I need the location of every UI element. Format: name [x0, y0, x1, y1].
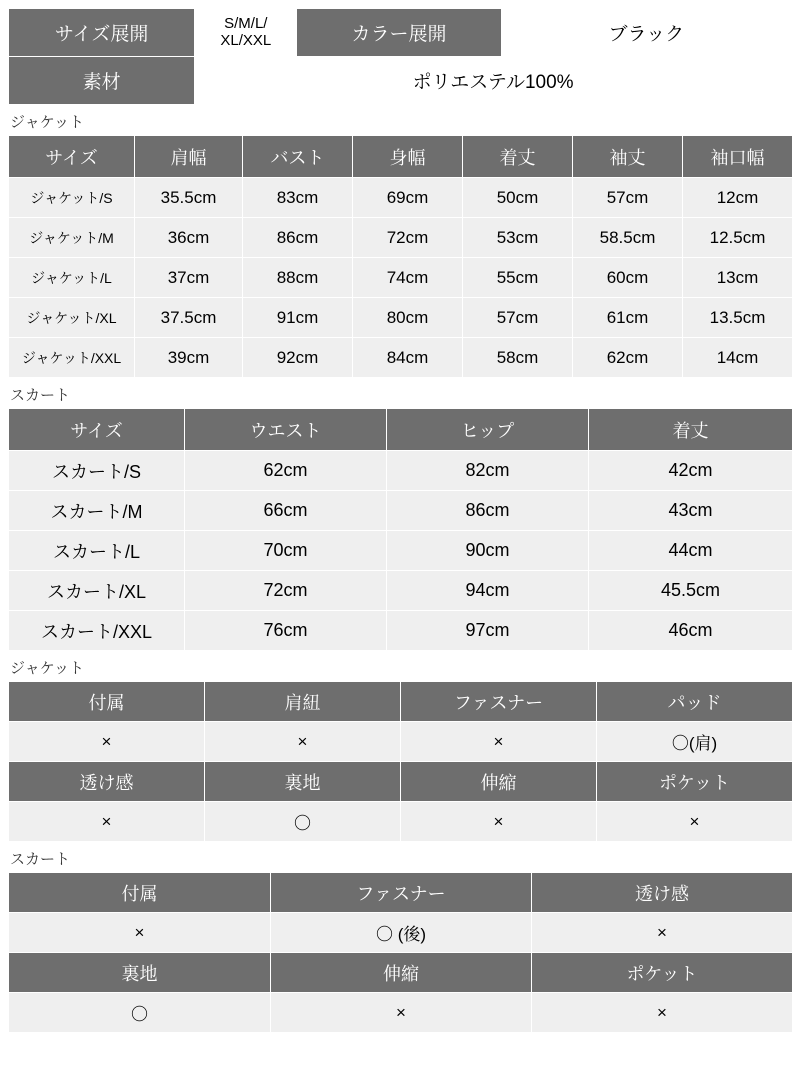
detail-value-accessory: ×	[9, 913, 271, 953]
detail-value-zipper: 〇 (後)	[271, 913, 532, 953]
cell-value: 72cm	[353, 218, 463, 258]
row-label: ジャケット/XL	[9, 298, 135, 338]
detail-label-stretch: 伸縮	[271, 953, 532, 993]
detail-label-accessory: 付属	[9, 682, 205, 722]
table-row	[9, 338, 793, 378]
detail-label-zipper: ファスナー	[401, 682, 597, 722]
table-header-row	[9, 873, 793, 913]
detail-label-pocket: ポケット	[532, 953, 793, 993]
cell-value: 83cm	[243, 178, 353, 218]
col-header-size: サイズ	[9, 136, 135, 178]
cell-value: 91cm	[243, 298, 353, 338]
row-label: ジャケット/M	[9, 218, 135, 258]
detail-value-stretch: ×	[271, 993, 532, 1033]
cell-value: 97cm	[387, 611, 589, 651]
cell-value: 53cm	[463, 218, 573, 258]
row-label: スカート/XXL	[9, 611, 185, 651]
cell-value: 44cm	[589, 531, 793, 571]
cell-value: 42cm	[589, 451, 793, 491]
table-row	[9, 491, 793, 531]
cell-value: 55cm	[463, 258, 573, 298]
col-header-waist: ウエスト	[185, 409, 387, 451]
cell-value: 14cm	[683, 338, 793, 378]
cell-value: 72cm	[185, 571, 387, 611]
detail-value-pocket: ×	[597, 802, 793, 842]
row-label: スカート/L	[9, 531, 185, 571]
detail-value-strap: ×	[205, 722, 401, 762]
table-header-row	[9, 953, 793, 993]
cell-value: 70cm	[185, 531, 387, 571]
detail-label-stretch: 伸縮	[401, 762, 597, 802]
table-header-row	[9, 682, 793, 722]
table-row	[9, 258, 793, 298]
detail-value-pad: 〇(肩)	[597, 722, 793, 762]
detail-label-strap: 肩紐	[205, 682, 401, 722]
material-value: ポリエステル100%	[195, 57, 792, 105]
jacket-detail-caption: ジャケット	[10, 660, 84, 677]
cell-value: 50cm	[463, 178, 573, 218]
table-header-row	[9, 136, 793, 178]
cell-value: 57cm	[573, 178, 683, 218]
detail-value-sheerness: ×	[9, 802, 205, 842]
cell-value: 45.5cm	[589, 571, 793, 611]
table-row	[9, 611, 793, 651]
detail-label-sheerness: 透け感	[9, 762, 205, 802]
cell-value: 43cm	[589, 491, 793, 531]
col-header-cuff: 袖口幅	[683, 136, 793, 178]
cell-value: 12.5cm	[683, 218, 793, 258]
cell-value: 90cm	[387, 531, 589, 571]
col-header-length: 着丈	[463, 136, 573, 178]
detail-label-lining: 裏地	[9, 953, 271, 993]
row-label: ジャケット/XXL	[9, 338, 135, 378]
detail-value-pocket: ×	[532, 993, 793, 1033]
cell-value: 58cm	[463, 338, 573, 378]
cell-value: 46cm	[589, 611, 793, 651]
row-label: ジャケット/S	[9, 178, 135, 218]
size-range-line2: XL/XXL	[220, 31, 272, 49]
table-row	[9, 993, 793, 1033]
cell-value: 84cm	[353, 338, 463, 378]
col-header-bust: バスト	[243, 136, 353, 178]
col-header-size: サイズ	[9, 409, 185, 451]
jacket-size-table	[8, 135, 793, 378]
detail-value-stretch: ×	[401, 802, 597, 842]
cell-value: 39cm	[135, 338, 243, 378]
jacket-size-caption: ジャケット	[10, 114, 84, 131]
col-header-shoulder: 肩幅	[135, 136, 243, 178]
cell-value: 61cm	[573, 298, 683, 338]
cell-value: 37.5cm	[135, 298, 243, 338]
detail-label-zipper: ファスナー	[271, 873, 532, 913]
detail-label-accessory: 付属	[9, 873, 271, 913]
table-row	[9, 298, 793, 338]
table-row	[9, 57, 792, 105]
size-range-label: サイズ展開	[9, 9, 195, 57]
cell-value: 82cm	[387, 451, 589, 491]
table-row	[9, 9, 792, 57]
cell-value: 66cm	[185, 491, 387, 531]
row-label: ジャケット/L	[9, 258, 135, 298]
detail-value-sheerness: ×	[532, 913, 793, 953]
cell-value: 58.5cm	[573, 218, 683, 258]
skirt-size-caption: スカート	[10, 387, 71, 404]
skirt-detail-caption: スカート	[10, 851, 71, 868]
skirt-size-table	[8, 408, 793, 651]
cell-value: 13.5cm	[683, 298, 793, 338]
cell-value: 94cm	[387, 571, 589, 611]
cell-value: 12cm	[683, 178, 793, 218]
cell-value: 80cm	[353, 298, 463, 338]
table-row	[9, 571, 793, 611]
table-row	[9, 802, 793, 842]
size-range-line1: S/M/L/	[224, 15, 268, 32]
cell-value: 69cm	[353, 178, 463, 218]
table-row	[9, 451, 793, 491]
detail-value-accessory: ×	[9, 722, 205, 762]
cell-value: 37cm	[135, 258, 243, 298]
table-header-row	[9, 762, 793, 802]
cell-value: 13cm	[683, 258, 793, 298]
row-label: スカート/XL	[9, 571, 185, 611]
color-range-label: カラー展開	[297, 9, 501, 57]
detail-value-lining: 〇	[9, 993, 271, 1033]
detail-value-lining: 〇	[205, 802, 401, 842]
color-range-value: ブラック	[501, 9, 791, 57]
detail-label-sheerness: 透け感	[532, 873, 793, 913]
detail-label-lining: 裏地	[205, 762, 401, 802]
table-row	[9, 531, 793, 571]
table-row	[9, 722, 793, 762]
detail-label-pad: パッド	[597, 682, 793, 722]
detail-value-zipper: ×	[401, 722, 597, 762]
detail-label-pocket: ポケット	[597, 762, 793, 802]
row-label: スカート/S	[9, 451, 185, 491]
cell-value: 35.5cm	[135, 178, 243, 218]
cell-value: 86cm	[243, 218, 353, 258]
cell-value: 76cm	[185, 611, 387, 651]
cell-value: 86cm	[387, 491, 589, 531]
table-header-row	[9, 409, 793, 451]
col-header-hip: ヒップ	[387, 409, 589, 451]
table-row	[9, 913, 793, 953]
product-spec-table	[8, 8, 792, 105]
cell-value: 62cm	[185, 451, 387, 491]
size-range-value	[195, 9, 297, 57]
cell-value: 88cm	[243, 258, 353, 298]
cell-value: 60cm	[573, 258, 683, 298]
material-label: 素材	[9, 57, 195, 105]
jacket-detail-table	[8, 681, 793, 842]
cell-value: 74cm	[353, 258, 463, 298]
table-row	[9, 178, 793, 218]
table-row	[9, 218, 793, 258]
col-header-sleeve: 袖丈	[573, 136, 683, 178]
cell-value: 62cm	[573, 338, 683, 378]
cell-value: 92cm	[243, 338, 353, 378]
skirt-detail-table	[8, 872, 793, 1033]
col-header-length: 着丈	[589, 409, 793, 451]
cell-value: 36cm	[135, 218, 243, 258]
row-label: スカート/M	[9, 491, 185, 531]
col-header-width: 身幅	[353, 136, 463, 178]
cell-value: 57cm	[463, 298, 573, 338]
